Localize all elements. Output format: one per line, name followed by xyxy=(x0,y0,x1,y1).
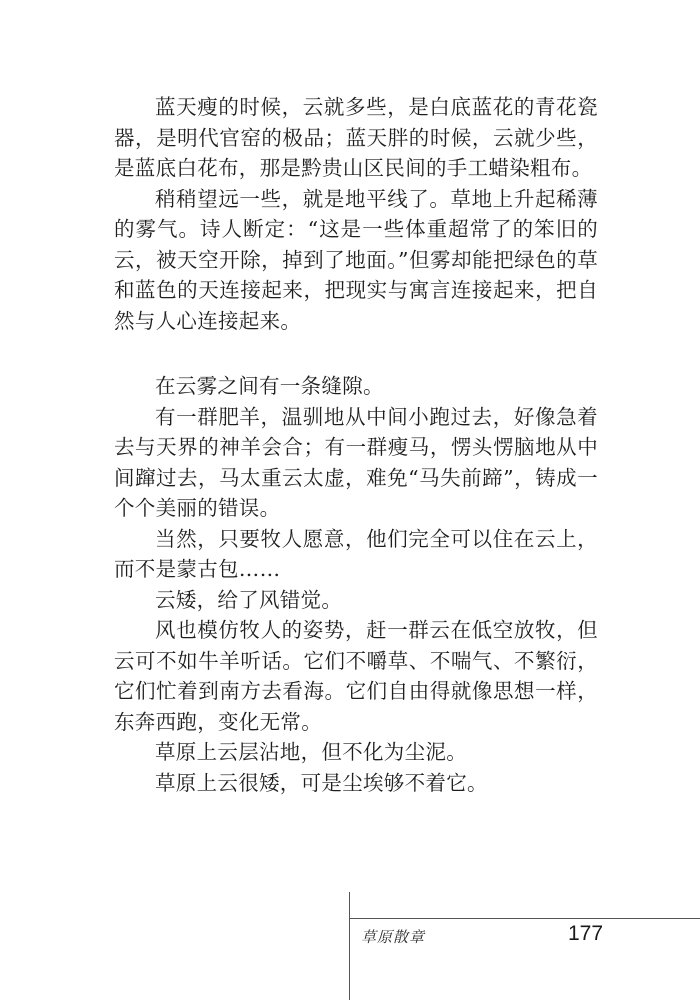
paragraph: 当然，只要牧人愿意，他们完全可以住在云上，而不是蒙古包…… xyxy=(114,526,598,581)
page-number: 177 xyxy=(568,922,604,945)
paragraph: 稍稍望远一些，就是地平线了。草地上升起稀薄的雾气。诗人断定：“这是一些体重超常了的笨旧的云，被天空开除，掉到了地面。”但雾却能把绿色的草和蓝色的天连接起来，把现实与寓言连接起来，把自然与人心连接起来。 xyxy=(114,186,598,333)
paragraph: 草原上云很矮，可是尘埃够不着它。 xyxy=(155,770,488,795)
text-section-1 xyxy=(114,92,598,336)
paragraph: 草原上云层沾地，但不化为尘泥。 xyxy=(155,740,467,764)
paragraph: 有一群肥羊，温驯地从中间小跑过去，好像急着去与天界的神羊会合；有一群瘦马，愣头愣脑地从中间蹿过去，马太重云太虚，难免“马失前蹄”，铸成一个个美丽的错误。 xyxy=(114,404,598,520)
paragraph: 风也模仿牧人的姿势，赶一群云在低空放牧，但云可不如牛羊听话。它们不嚼草、不喘气、不繁衍，它们忙着到南方去看海。它们自由得就像思想一样，东奔西跑，变化无常。 xyxy=(114,618,598,734)
paragraph: 蓝天瘦的时候，云就多些，是白底蓝花的青花瓷器，是明代官窑的极品；蓝天胖的时候，云就少些，是蓝底白花布，那是黔贵山区民间的手工蜡染粗布。 xyxy=(114,95,598,180)
footer-divider xyxy=(349,918,700,919)
running-footer-title: 草原散章 xyxy=(361,928,426,946)
text-section-2 xyxy=(114,371,598,798)
paragraph: 云矮，给了风错觉。 xyxy=(155,587,343,612)
paragraph: 在云雾之间有一条缝隙。 xyxy=(155,374,384,398)
